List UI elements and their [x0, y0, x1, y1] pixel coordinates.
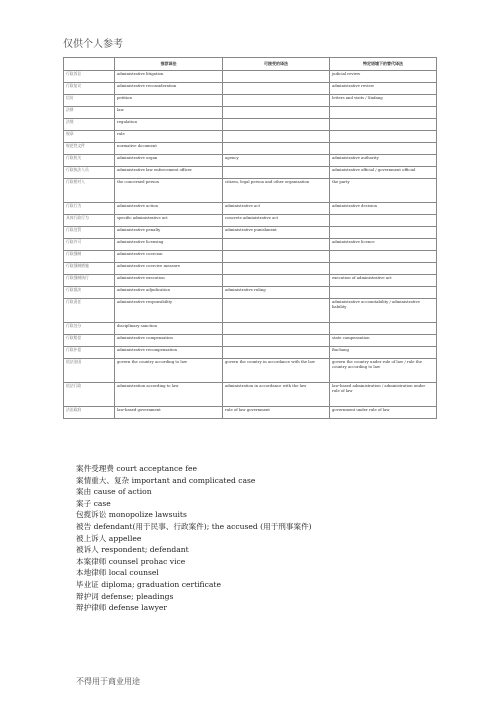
table-row [64, 263, 437, 275]
term-recommended-cell: administrative compensation [115, 335, 223, 347]
term-recommended-cell: administrative responsibility [115, 299, 223, 323]
term-alternative-cell: administrative decision [330, 203, 437, 215]
table-row [64, 383, 437, 407]
term-acceptable-cell [223, 143, 330, 155]
header-note: 仅供个人参考 [63, 39, 123, 50]
term-recommended-cell: administration according to law [115, 383, 223, 407]
term-chinese-cell: 行政行为 [64, 203, 115, 215]
term-recommended-cell: law-based government [115, 407, 223, 419]
term-recommended-cell: administrative litigation [115, 71, 223, 83]
term-acceptable-cell [223, 119, 330, 131]
term-acceptable-cell [223, 251, 330, 263]
term-alternative-cell [330, 131, 437, 143]
term-recommended-cell: law [115, 107, 223, 119]
term-chinese-cell: 行政相对人 [64, 179, 115, 203]
term-chinese-cell: 行政处分 [64, 323, 115, 335]
glossary-entry: 辩护律师 defense lawyer [76, 603, 168, 613]
table-row [64, 323, 437, 335]
term-chinese-cell: 行政许可 [64, 239, 115, 251]
term-alternative-cell: law-based administration / administration under rule of law [330, 383, 437, 407]
terminology-table [63, 57, 437, 419]
term-acceptable-cell [223, 107, 330, 119]
term-recommended-cell: administrative law enforcement officer [115, 167, 223, 179]
term-chinese-cell: 依法治国 [64, 359, 115, 383]
term-recommended-cell: administrative action [115, 203, 223, 215]
term-chinese-cell: 行政强制措施 [64, 263, 115, 275]
glossary-entry: 毕业证 diploma; graduation certificate [76, 579, 221, 589]
term-recommended-cell: administrative adjudication [115, 287, 223, 299]
table-row [64, 251, 437, 263]
table-row [64, 215, 437, 227]
term-alternative-cell: administrative authority [330, 155, 437, 167]
term-acceptable-cell: agency [223, 155, 330, 167]
term-recommended-cell: specific administrative act [115, 215, 223, 227]
term-alternative-cell: administrative accountability / administrative liability [330, 299, 437, 323]
glossary-entry: 辩护词 defense; pleadings [76, 591, 174, 601]
term-alternative-cell [330, 143, 437, 155]
glossary-entry: 案情重大、复杂 important and complicated case [76, 475, 256, 485]
term-alternative-cell: judicial review [330, 71, 437, 83]
term-acceptable-cell: administrative ruling [223, 287, 330, 299]
term-chinese-cell: 行政责任 [64, 299, 115, 323]
term-chinese-cell: 规范性文件 [64, 143, 115, 155]
glossary-entry: 被上诉人 appellee [76, 533, 142, 543]
table-row [64, 347, 437, 359]
term-alternative-cell: government under rule of law [330, 407, 437, 419]
glossary-entry: 本案律师 counsel prohac vice [76, 556, 186, 566]
term-chinese-cell: 行政赔偿 [64, 335, 115, 347]
term-acceptable-cell: administrative punishment [223, 227, 330, 239]
term-recommended-cell: administrative organ [115, 155, 223, 167]
term-alternative-cell: govern the country under rule of law / rule the country according to law [330, 359, 437, 383]
term-recommended-cell: regulation [115, 119, 223, 131]
table-body [64, 71, 437, 419]
term-chinese-cell: 行政执法人员 [64, 167, 115, 179]
table-row [64, 359, 437, 383]
table-row [64, 143, 437, 155]
term-acceptable-cell [223, 71, 330, 83]
footer-note: 不得用于商业用途 [76, 677, 140, 686]
term-recommended-cell: administrative recompensation [115, 347, 223, 359]
table-row [64, 83, 437, 95]
table-row [64, 119, 437, 131]
term-recommended-cell: administrative penalty [115, 227, 223, 239]
table-row [64, 71, 437, 83]
term-acceptable-cell [223, 275, 330, 287]
term-recommended-cell: the concerned person [115, 179, 223, 203]
header-cell-chinese [64, 58, 115, 71]
term-acceptable-cell: govern the country in accordance with the law [223, 359, 330, 383]
term-acceptable-cell [223, 335, 330, 347]
term-recommended-cell: disciplinary sanction [115, 323, 223, 335]
term-acceptable-cell [223, 263, 330, 275]
term-chinese-cell: 法规 [64, 119, 115, 131]
term-recommended-cell: administrative licensing [115, 239, 223, 251]
header-cell-recommended: 推荐译法 [115, 58, 223, 71]
term-chinese-cell: 行政机关 [64, 155, 115, 167]
glossary-entry: 被告 defendant(用于民事、行政案件); the accused (用于刑事案件) [76, 521, 312, 531]
term-recommended-cell: administrative reconsideration [115, 83, 223, 95]
term-recommended-cell: rule [115, 131, 223, 143]
term-acceptable-cell [223, 167, 330, 179]
table-row [64, 287, 437, 299]
term-alternative-cell: administrative licence [330, 239, 437, 251]
term-alternative-cell: letters and visits / Xinfang [330, 95, 437, 107]
glossary-entry: 案子 case [76, 498, 111, 508]
term-alternative-cell: Buchang [330, 347, 437, 359]
term-recommended-cell: normative document [115, 143, 223, 155]
term-alternative-cell [330, 227, 437, 239]
term-alternative-cell [330, 215, 437, 227]
glossary-entry: 案由 cause of action [76, 487, 152, 497]
term-recommended-cell: petition [115, 95, 223, 107]
term-acceptable-cell: administrative act [223, 203, 330, 215]
term-recommended-cell: administrative execution [115, 275, 223, 287]
glossary-entry: 本地律师 local counsel [76, 568, 159, 578]
table-row [64, 335, 437, 347]
term-acceptable-cell [223, 131, 330, 143]
table-header-row [64, 58, 437, 71]
term-acceptable-cell [223, 95, 330, 107]
term-recommended-cell: administrative coercion [115, 251, 223, 263]
term-chinese-cell: 行政强制执行 [64, 275, 115, 287]
glossary-entry: 被诉人 respondent; defendant [76, 545, 189, 555]
term-alternative-cell: state compensation [330, 335, 437, 347]
term-acceptable-cell [223, 299, 330, 323]
table-row [64, 167, 437, 179]
table-row [64, 239, 437, 251]
term-chinese-cell: 规章 [64, 131, 115, 143]
term-acceptable-cell [223, 347, 330, 359]
term-chinese-cell: 信访 [64, 95, 115, 107]
term-chinese-cell: 依法行政 [64, 383, 115, 407]
term-recommended-cell: administrative coercive measure [115, 263, 223, 275]
table-row [64, 275, 437, 287]
glossary-entry: 包揽诉讼 monopolize lawsuits [76, 510, 187, 520]
term-alternative-cell [330, 251, 437, 263]
term-chinese-cell: 行政强制 [64, 251, 115, 263]
table-row [64, 95, 437, 107]
term-chinese-cell: 行政处罚 [64, 227, 115, 239]
term-alternative-cell: the party [330, 179, 437, 203]
table-row [64, 131, 437, 143]
term-chinese-cell: 行政诉讼 [64, 71, 115, 83]
glossary-entry: 案件受理费 court acceptance fee [76, 464, 198, 473]
term-acceptable-cell: administration in accordance with the law [223, 383, 330, 407]
term-chinese-cell: 行政裁决 [64, 287, 115, 299]
term-chinese-cell: 行政复议 [64, 83, 115, 95]
term-alternative-cell [330, 119, 437, 131]
term-acceptable-cell: citizen, legal person and other organization [223, 179, 330, 203]
term-chinese-cell: 具体行政行为 [64, 215, 115, 227]
term-alternative-cell [330, 287, 437, 299]
glossary-list [76, 463, 476, 614]
term-chinese-cell: 法治政府 [64, 407, 115, 419]
term-acceptable-cell [223, 323, 330, 335]
header-cell-alternative: 特定语境下的替代译法 [330, 58, 437, 71]
table-row [64, 203, 437, 215]
table-row [64, 299, 437, 323]
term-chinese-cell: 法律 [64, 107, 115, 119]
term-alternative-cell: administrative official / government official [330, 167, 437, 179]
term-alternative-cell [330, 263, 437, 275]
table-row [64, 107, 437, 119]
table-row [64, 179, 437, 203]
term-acceptable-cell: rule of law government [223, 407, 330, 419]
table-row [64, 227, 437, 239]
term-chinese-cell: 行政补偿 [64, 347, 115, 359]
table-row [64, 155, 437, 167]
term-acceptable-cell [223, 239, 330, 251]
term-acceptable-cell: concrete administrative act [223, 215, 330, 227]
term-recommended-cell: govern the country according to law [115, 359, 223, 383]
term-alternative-cell [330, 107, 437, 119]
term-alternative-cell: execution of administrative act [330, 275, 437, 287]
term-alternative-cell: administrative review [330, 83, 437, 95]
table-row [64, 407, 437, 419]
term-acceptable-cell [223, 83, 330, 95]
header-cell-acceptable: 可接受的译法 [223, 58, 330, 71]
term-alternative-cell [330, 323, 437, 335]
